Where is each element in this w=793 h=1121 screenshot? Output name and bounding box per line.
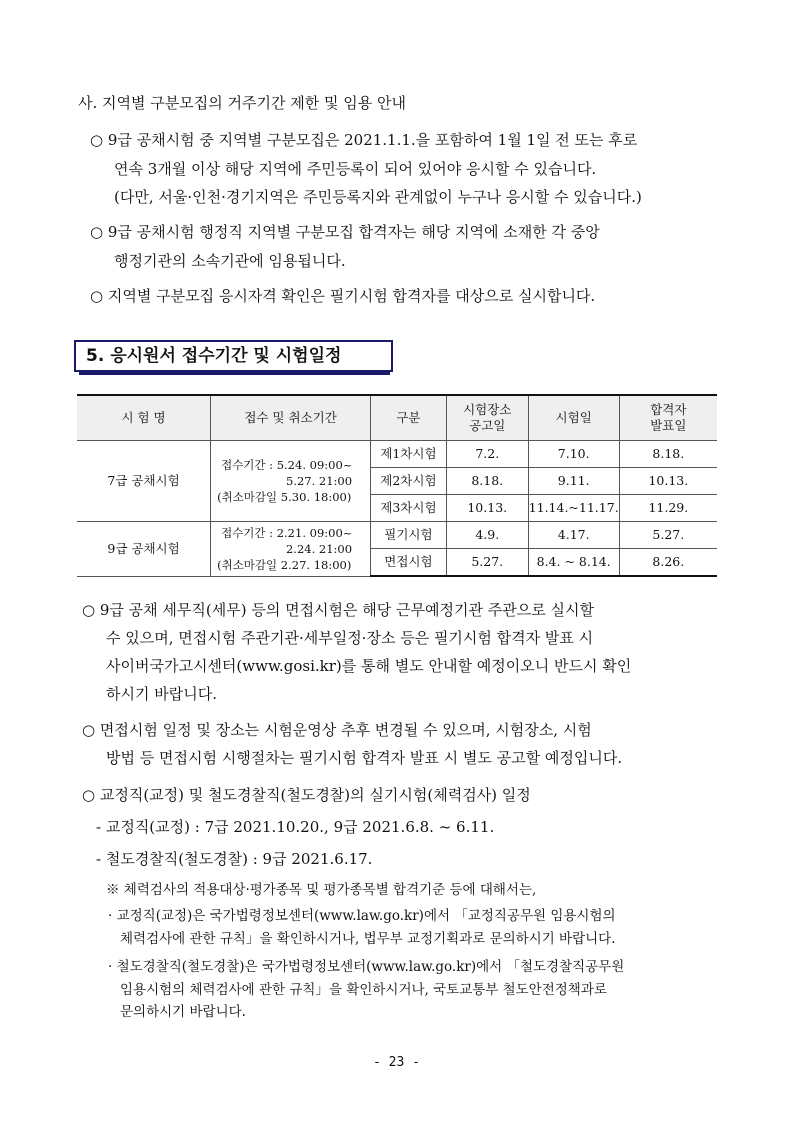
cell-venue-notice: 4.9. (446, 522, 528, 549)
exam-name-7: 7급 공채시험 (77, 441, 211, 522)
bullet-residence-line2: 연속 3개월 이상 해당 지역에 주민등록이 되어 있어야 응시할 수 있습니다. (114, 160, 597, 178)
cell-category: 면접시험 (371, 549, 447, 577)
reference-railway-line3: 문의하시기 바랍니다. (120, 1004, 246, 1020)
bullet-appointment-line2: 행정기관의 소속기관에 임용됩니다. (114, 252, 346, 270)
reference-corrections-line2: 체력검사에 관한 규칙」을 확인하시거나, 법무부 교정기획과로 문의하시기 바랍니다. (120, 931, 616, 947)
cell-exam-date: 4.17. (528, 522, 619, 549)
cell-result-date: 5.27. (619, 522, 717, 549)
practical-date-railway: - 철도경찰직(철도경찰) : 9급 2021.6.17. (96, 850, 373, 868)
practical-date-corrections: - 교정직(교정) : 7급 2021.10.20., 9급 2021.6.8. ~ 6.11. (96, 818, 495, 836)
cell-venue-notice: 8.18. (446, 468, 528, 495)
cell-category: 필기시험 (371, 522, 447, 549)
cell-venue-notice: 7.2. (446, 441, 528, 468)
note-interview-line1: ○ 9급 공채 세무직(세무) 등의 면접시험은 해당 근무예정기관 주관으로 실시할 (82, 601, 594, 619)
section-heading-sa: 사. 지역별 구분모집의 거주기간 제한 및 임용 안내 (78, 94, 406, 112)
section5-title-box (74, 340, 393, 372)
receipt-period-7: 접수기간 : 5.24. 09:00~ 5.27. 21:00 (취소마감일 5.30. 18:00) (211, 441, 371, 522)
table-header-row (77, 395, 717, 441)
note-practical-heading: ○ 교정직(교정) 및 철도경찰직(철도경찰)의 실기시험(체력검사) 일정 (82, 786, 531, 804)
cell-exam-date: 11.14.~11.17. (528, 495, 619, 522)
note-interview-line3: 사이버국가고시센터(www.gosi.kr)를 통해 별도 안내할 예정이오니 반드시 확인 (106, 657, 632, 675)
exam-name-9: 9급 공채시험 (77, 522, 211, 577)
cell-category: 제1차시험 (371, 441, 447, 468)
cell-venue-notice: 10.13. (446, 495, 528, 522)
receipt-period-9: 접수기간 : 2.21. 09:00~ 2.24. 21:00 (취소마감일 2.27. 18:00) (211, 522, 371, 577)
table-row (77, 522, 717, 549)
reference-railway-line2: 임용시험의 체력검사에 관한 규칙」을 확인하시거나, 국토교통부 철도안전정책과로 (120, 982, 607, 998)
note-change-line2: 방법 등 면접시험 시행절차는 필기시험 합격자 발표 시 별도 공고할 예정입니다. (106, 749, 623, 767)
cell-category: 제3차시험 (371, 495, 447, 522)
reference-note: ※ 체력검사의 적용대상·평가종목 및 평가종목별 합격기준 등에 대해서는, (106, 882, 537, 898)
header-receipt: 접수 및 취소기간 (211, 395, 371, 441)
header-exam-date: 시험일 (528, 395, 619, 441)
header-result-date: 합격자 발표일 (619, 395, 717, 441)
header-exam-name: 시 험 명 (77, 395, 211, 441)
note-change-line1: ○ 면접시험 일정 및 장소는 시험운영상 추후 변경될 수 있으며, 시험장소, 시험 (82, 721, 592, 739)
bullet-appointment-line1: ○ 9급 공채시험 행정직 지역별 구분모집 합격자는 해당 지역에 소재한 각 중앙 (90, 223, 600, 241)
note-interview-line4: 하시기 바랍니다. (106, 685, 217, 703)
cell-result-date: 8.26. (619, 549, 717, 577)
cell-result-date: 11.29. (619, 495, 717, 522)
schedule-table (77, 394, 717, 577)
bullet-residence-line3: (다만, 서울·인천·경기지역은 주민등록지와 관계없이 누구나 응시할 수 있습니다.) (114, 188, 642, 206)
cell-venue-notice: 5.27. (446, 549, 528, 577)
cell-exam-date: 7.10. (528, 441, 619, 468)
cell-category: 제2차시험 (371, 468, 447, 495)
note-interview-line2: 수 있으며, 면접시험 주관기관·세부일정·장소 등은 필기시험 합격자 발표 시 (106, 629, 594, 647)
bullet-residence-line1: ○ 9급 공채시험 중 지역별 구분모집은 2021.1.1.을 포함하여 1월 1일 전 또는 후로 (90, 131, 638, 149)
cell-exam-date: 8.4. ~ 8.14. (528, 549, 619, 577)
bullet-verification: ○ 지역별 구분모집 응시자격 확인은 필기시험 합격자를 대상으로 실시합니다. (90, 287, 596, 305)
header-category: 구분 (371, 395, 447, 441)
section5-title: 5. 응시원서 접수기간 및 시험일정 (74, 340, 393, 372)
table-row (77, 441, 717, 468)
cell-result-date: 8.18. (619, 441, 717, 468)
cell-result-date: 10.13. (619, 468, 717, 495)
cell-exam-date: 9.11. (528, 468, 619, 495)
reference-corrections-line1: · 교정직(교정)은 국가법령정보센터(www.law.go.kr)에서 「교정직공무원 임용시험의 (108, 908, 616, 924)
page-number: - 23 - (373, 1055, 420, 1070)
header-venue-notice: 시험장소 공고일 (446, 395, 528, 441)
reference-railway-line1: · 철도경찰직(철도경찰)은 국가법령정보센터(www.law.go.kr)에서 「철도경찰직공무원 (108, 959, 625, 975)
